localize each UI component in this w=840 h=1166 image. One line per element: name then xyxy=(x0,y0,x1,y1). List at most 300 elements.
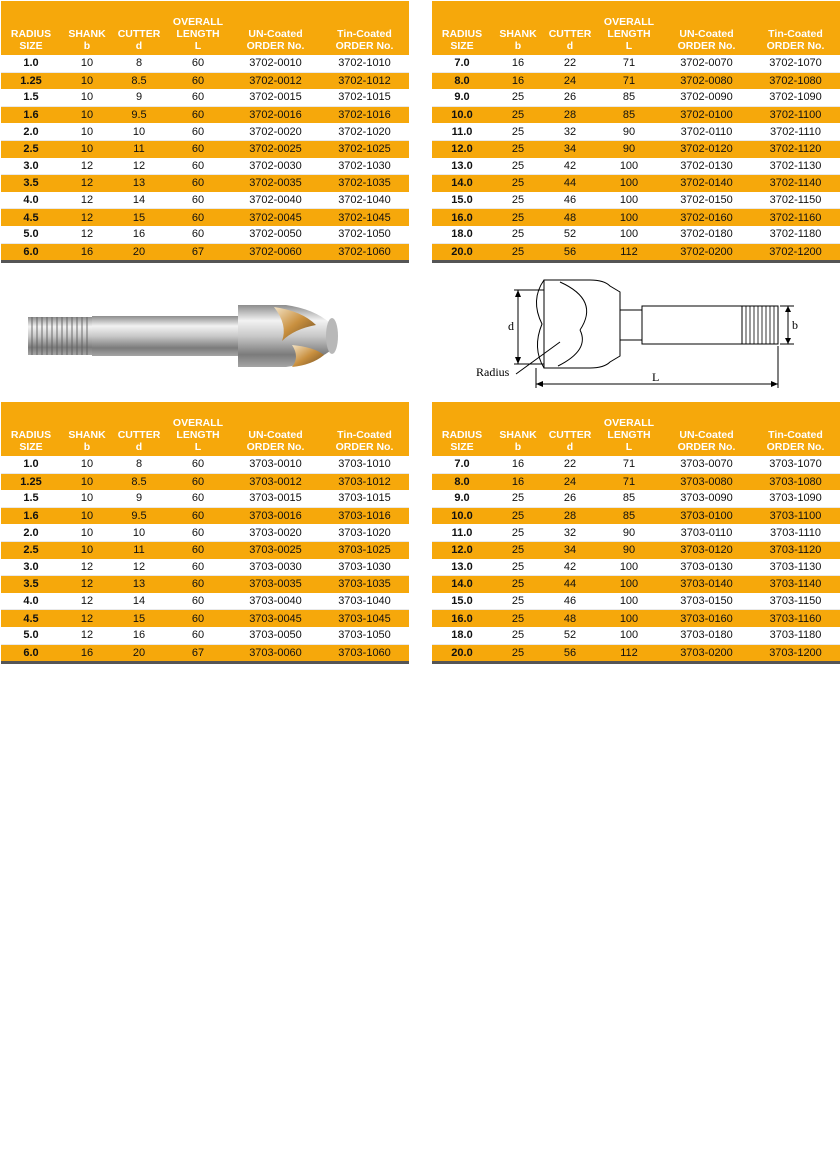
cell-tincoated-order-no: 3703-1010 xyxy=(320,456,409,473)
cell-overall-length: 60 xyxy=(165,226,231,243)
cell-cutter: 48 xyxy=(544,209,596,226)
table-body xyxy=(1,55,409,262)
cell-overall-length: 100 xyxy=(596,226,662,243)
table-header-row xyxy=(1,2,409,56)
cell-tincoated-order-no: 3702-1035 xyxy=(320,175,409,192)
cell-shank: 25 xyxy=(492,610,544,627)
cell-tincoated-order-no: 3702-1010 xyxy=(320,55,409,72)
cell-cutter: 14 xyxy=(113,192,165,209)
table-row xyxy=(1,644,409,663)
cell-radius-size: 2.5 xyxy=(1,541,61,558)
table-row xyxy=(1,610,409,627)
cell-cutter: 9 xyxy=(113,490,165,507)
cell-cutter: 15 xyxy=(113,209,165,226)
cell-radius-size: 1.5 xyxy=(1,89,61,106)
header-uncoated-order-no: UN-Coated ORDER No. xyxy=(231,403,320,457)
cell-tincoated-order-no: 3703-1040 xyxy=(320,593,409,610)
cutter-flute-line xyxy=(560,282,587,330)
cell-tincoated-order-no: 3703-1140 xyxy=(751,576,840,593)
cell-radius-size: 7.0 xyxy=(432,55,492,72)
threaded-shank xyxy=(28,317,94,355)
cell-shank: 25 xyxy=(492,106,544,123)
cell-cutter: 12 xyxy=(113,559,165,576)
header-cutter: CUTTER d xyxy=(544,2,596,56)
cell-shank: 12 xyxy=(61,192,113,209)
cell-uncoated-order-no: 3702-0140 xyxy=(662,175,751,192)
cell-tincoated-order-no: 3703-1035 xyxy=(320,576,409,593)
cell-tincoated-order-no: 3702-1130 xyxy=(751,158,840,175)
cell-shank: 10 xyxy=(61,490,113,507)
cell-uncoated-order-no: 3703-0060 xyxy=(231,644,320,663)
header-shank: SHANK b xyxy=(61,403,113,457)
header-overall-length: OVERALL LENGTH L xyxy=(596,403,662,457)
table-row xyxy=(432,192,840,209)
cell-uncoated-order-no: 3703-0012 xyxy=(231,473,320,490)
header-tincoated-order-no: Tin-Coated ORDER No. xyxy=(320,2,409,56)
cell-shank: 12 xyxy=(61,226,113,243)
header-tincoated-order-no: Tin-Coated ORDER No. xyxy=(751,2,840,56)
cell-cutter: 46 xyxy=(544,593,596,610)
cell-tincoated-order-no: 3703-1020 xyxy=(320,524,409,541)
cell-uncoated-order-no: 3702-0120 xyxy=(662,140,751,157)
cell-uncoated-order-no: 3702-0025 xyxy=(231,140,320,157)
cell-overall-length: 60 xyxy=(165,507,231,524)
cell-radius-size: 9.0 xyxy=(432,89,492,106)
table-row xyxy=(432,576,840,593)
cell-cutter: 9.5 xyxy=(113,106,165,123)
label-b: b xyxy=(792,318,798,332)
cell-cutter: 20 xyxy=(113,644,165,663)
cell-tincoated-order-no: 3702-1100 xyxy=(751,106,840,123)
cell-uncoated-order-no: 3703-0150 xyxy=(662,593,751,610)
cell-uncoated-order-no: 3703-0010 xyxy=(231,456,320,473)
cell-overall-length: 60 xyxy=(165,627,231,644)
cell-radius-size: 4.5 xyxy=(1,209,61,226)
cell-overall-length: 60 xyxy=(165,593,231,610)
table-header-row xyxy=(432,2,840,56)
cell-overall-length: 90 xyxy=(596,140,662,157)
cutter-face xyxy=(326,318,338,354)
cell-shank: 25 xyxy=(492,243,544,262)
cell-overall-length: 60 xyxy=(165,524,231,541)
cell-tincoated-order-no: 3703-1180 xyxy=(751,627,840,644)
cell-radius-size: 15.0 xyxy=(432,593,492,610)
cell-tincoated-order-no: 3702-1012 xyxy=(320,72,409,89)
table-row xyxy=(432,524,840,541)
cell-cutter: 44 xyxy=(544,175,596,192)
header-radius-size: RADIUS SIZE xyxy=(432,403,492,457)
cell-overall-length: 71 xyxy=(596,456,662,473)
header-cutter: CUTTER d xyxy=(113,403,165,457)
cell-uncoated-order-no: 3703-0020 xyxy=(231,524,320,541)
cell-radius-size: 1.6 xyxy=(1,106,61,123)
table-row xyxy=(432,490,840,507)
header-overall-length: OVERALL LENGTH L xyxy=(165,2,231,56)
cell-uncoated-order-no: 3702-0035 xyxy=(231,175,320,192)
shank-body xyxy=(642,306,742,344)
cell-shank: 25 xyxy=(492,209,544,226)
cell-radius-size: 5.0 xyxy=(1,627,61,644)
cell-overall-length: 85 xyxy=(596,490,662,507)
cell-cutter: 16 xyxy=(113,627,165,644)
cell-radius-size: 12.0 xyxy=(432,541,492,558)
cell-cutter: 22 xyxy=(544,456,596,473)
cell-tincoated-order-no: 3702-1140 xyxy=(751,175,840,192)
cell-tincoated-order-no: 3703-1110 xyxy=(751,524,840,541)
cell-overall-length: 60 xyxy=(165,158,231,175)
cell-radius-size: 4.0 xyxy=(1,192,61,209)
cell-radius-size: 8.0 xyxy=(432,72,492,89)
cell-uncoated-order-no: 3703-0090 xyxy=(662,490,751,507)
cell-shank: 12 xyxy=(61,610,113,627)
cell-tincoated-order-no: 3703-1012 xyxy=(320,473,409,490)
cell-tincoated-order-no: 3703-1070 xyxy=(751,456,840,473)
cell-cutter: 24 xyxy=(544,72,596,89)
cell-overall-length: 71 xyxy=(596,72,662,89)
cell-overall-length: 112 xyxy=(596,644,662,663)
product-photo-corner-rounding-cutter xyxy=(24,295,354,375)
cell-tincoated-order-no: 3702-1020 xyxy=(320,123,409,140)
cell-uncoated-order-no: 3702-0090 xyxy=(662,89,751,106)
cell-cutter: 16 xyxy=(113,226,165,243)
table-row xyxy=(1,175,409,192)
table-row xyxy=(1,226,409,243)
label-radius: Radius xyxy=(476,365,510,379)
cell-cutter: 9 xyxy=(113,89,165,106)
cell-cutter: 32 xyxy=(544,524,596,541)
cell-radius-size: 13.0 xyxy=(432,559,492,576)
header-cutter: CUTTER d xyxy=(113,2,165,56)
order-table-3 xyxy=(1,402,409,664)
cell-radius-size: 3.5 xyxy=(1,576,61,593)
cell-uncoated-order-no: 3703-0045 xyxy=(231,610,320,627)
cell-radius-size: 16.0 xyxy=(432,610,492,627)
table-row xyxy=(1,524,409,541)
cell-tincoated-order-no: 3702-1150 xyxy=(751,192,840,209)
cell-overall-length: 100 xyxy=(596,175,662,192)
table-row xyxy=(1,490,409,507)
cell-radius-size: 15.0 xyxy=(432,192,492,209)
cell-uncoated-order-no: 3702-0160 xyxy=(662,209,751,226)
cell-shank: 16 xyxy=(492,72,544,89)
cell-cutter: 20 xyxy=(113,243,165,262)
cell-tincoated-order-no: 3702-1160 xyxy=(751,209,840,226)
cell-uncoated-order-no: 3703-0025 xyxy=(231,541,320,558)
table-row xyxy=(432,627,840,644)
table-row xyxy=(432,72,840,89)
cell-cutter: 46 xyxy=(544,192,596,209)
cell-tincoated-order-no: 3702-1045 xyxy=(320,209,409,226)
cell-uncoated-order-no: 3703-0160 xyxy=(662,610,751,627)
cell-shank: 25 xyxy=(492,524,544,541)
cell-shank: 16 xyxy=(492,55,544,72)
cell-tincoated-order-no: 3702-1060 xyxy=(320,243,409,262)
cell-uncoated-order-no: 3703-0180 xyxy=(662,627,751,644)
cutter-head-outline xyxy=(544,280,620,368)
cell-cutter: 13 xyxy=(113,175,165,192)
cell-cutter: 56 xyxy=(544,243,596,262)
cell-overall-length: 90 xyxy=(596,123,662,140)
table-row xyxy=(432,243,840,262)
cell-overall-length: 67 xyxy=(165,644,231,663)
table-body xyxy=(432,456,840,663)
order-table-2 xyxy=(432,1,840,263)
cell-shank: 25 xyxy=(492,140,544,157)
order-table-1 xyxy=(1,1,409,263)
cell-radius-size: 4.0 xyxy=(1,593,61,610)
cell-radius-size: 14.0 xyxy=(432,576,492,593)
cell-overall-length: 71 xyxy=(596,55,662,72)
cell-shank: 25 xyxy=(492,627,544,644)
cell-radius-size: 16.0 xyxy=(432,209,492,226)
cell-overall-length: 60 xyxy=(165,106,231,123)
cell-overall-length: 60 xyxy=(165,559,231,576)
cell-tincoated-order-no: 3703-1130 xyxy=(751,559,840,576)
cell-shank: 10 xyxy=(61,106,113,123)
header-radius-size: RADIUS SIZE xyxy=(432,2,492,56)
cell-shank: 12 xyxy=(61,576,113,593)
cell-shank: 10 xyxy=(61,507,113,524)
table-row xyxy=(432,456,840,473)
cell-tincoated-order-no: 3703-1160 xyxy=(751,610,840,627)
cell-overall-length: 100 xyxy=(596,627,662,644)
table-body xyxy=(432,55,840,262)
cell-uncoated-order-no: 3703-0110 xyxy=(662,524,751,541)
cell-cutter: 52 xyxy=(544,627,596,644)
cell-shank: 10 xyxy=(61,473,113,490)
cell-overall-length: 100 xyxy=(596,209,662,226)
header-radius-size: RADIUS SIZE xyxy=(1,403,61,457)
cell-cutter: 32 xyxy=(544,123,596,140)
cell-overall-length: 100 xyxy=(596,593,662,610)
cell-overall-length: 100 xyxy=(596,158,662,175)
cell-uncoated-order-no: 3702-0015 xyxy=(231,89,320,106)
table-row xyxy=(1,593,409,610)
cell-radius-size: 5.0 xyxy=(1,226,61,243)
cell-cutter: 9.5 xyxy=(113,507,165,524)
cell-radius-size: 8.0 xyxy=(432,473,492,490)
cell-uncoated-order-no: 3702-0180 xyxy=(662,226,751,243)
cell-radius-size: 14.0 xyxy=(432,175,492,192)
cell-shank: 16 xyxy=(61,243,113,262)
cell-cutter: 10 xyxy=(113,524,165,541)
cell-radius-size: 9.0 xyxy=(432,490,492,507)
cell-overall-length: 60 xyxy=(165,175,231,192)
cell-uncoated-order-no: 3703-0130 xyxy=(662,559,751,576)
cell-uncoated-order-no: 3703-0040 xyxy=(231,593,320,610)
table-row xyxy=(432,226,840,243)
cell-radius-size: 1.25 xyxy=(1,72,61,89)
cell-radius-size: 10.0 xyxy=(432,507,492,524)
table-row xyxy=(1,140,409,157)
cell-tincoated-order-no: 3702-1180 xyxy=(751,226,840,243)
table-row xyxy=(432,593,840,610)
cell-uncoated-order-no: 3703-0015 xyxy=(231,490,320,507)
cell-overall-length: 60 xyxy=(165,541,231,558)
cell-cutter: 48 xyxy=(544,610,596,627)
table-row xyxy=(1,89,409,106)
cell-shank: 12 xyxy=(61,593,113,610)
cell-shank: 16 xyxy=(492,473,544,490)
cell-overall-length: 60 xyxy=(165,490,231,507)
table-row xyxy=(432,559,840,576)
table-header-row xyxy=(432,403,840,457)
cell-tincoated-order-no: 3702-1016 xyxy=(320,106,409,123)
cell-cutter: 12 xyxy=(113,158,165,175)
table-row xyxy=(1,55,409,72)
label-d: d xyxy=(508,319,514,333)
table-row xyxy=(432,507,840,524)
cell-overall-length: 60 xyxy=(165,576,231,593)
cell-radius-size: 10.0 xyxy=(432,106,492,123)
cell-shank: 16 xyxy=(61,644,113,663)
cell-cutter: 8.5 xyxy=(113,72,165,89)
cell-uncoated-order-no: 3703-0200 xyxy=(662,644,751,663)
cell-uncoated-order-no: 3703-0120 xyxy=(662,541,751,558)
technical-drawing-lines xyxy=(470,270,820,395)
cell-shank: 25 xyxy=(492,559,544,576)
table-row xyxy=(1,72,409,89)
cell-overall-length: 67 xyxy=(165,243,231,262)
cell-shank: 16 xyxy=(492,456,544,473)
cell-shank: 25 xyxy=(492,123,544,140)
cutter-flute-line-2 xyxy=(558,330,582,366)
cell-shank: 12 xyxy=(61,175,113,192)
cell-radius-size: 20.0 xyxy=(432,243,492,262)
cell-tincoated-order-no: 3703-1120 xyxy=(751,541,840,558)
cell-overall-length: 60 xyxy=(165,209,231,226)
cell-radius-size: 18.0 xyxy=(432,226,492,243)
header-overall-length: OVERALL LENGTH L xyxy=(596,2,662,56)
cell-shank: 12 xyxy=(61,559,113,576)
cell-uncoated-order-no: 3703-0016 xyxy=(231,507,320,524)
cell-radius-size: 1.0 xyxy=(1,55,61,72)
cell-overall-length: 60 xyxy=(165,610,231,627)
cell-tincoated-order-no: 3703-1030 xyxy=(320,559,409,576)
cell-cutter: 56 xyxy=(544,644,596,663)
table-row xyxy=(1,123,409,140)
cell-shank: 12 xyxy=(61,627,113,644)
table-row xyxy=(1,576,409,593)
cell-overall-length: 112 xyxy=(596,243,662,262)
cell-uncoated-order-no: 3702-0020 xyxy=(231,123,320,140)
cell-uncoated-order-no: 3703-0050 xyxy=(231,627,320,644)
cell-radius-size: 1.25 xyxy=(1,473,61,490)
cell-tincoated-order-no: 3703-1015 xyxy=(320,490,409,507)
table-row xyxy=(432,644,840,663)
cell-cutter: 14 xyxy=(113,593,165,610)
cell-overall-length: 60 xyxy=(165,55,231,72)
header-shank: SHANK b xyxy=(61,2,113,56)
cell-tincoated-order-no: 3703-1060 xyxy=(320,644,409,663)
cell-uncoated-order-no: 3703-0030 xyxy=(231,559,320,576)
cell-shank: 25 xyxy=(492,541,544,558)
cell-overall-length: 100 xyxy=(596,576,662,593)
cell-radius-size: 11.0 xyxy=(432,524,492,541)
cell-uncoated-order-no: 3702-0100 xyxy=(662,106,751,123)
cell-tincoated-order-no: 3702-1030 xyxy=(320,158,409,175)
table-row xyxy=(432,140,840,157)
header-shank: SHANK b xyxy=(492,2,544,56)
cell-overall-length: 100 xyxy=(596,192,662,209)
cell-radius-size: 3.0 xyxy=(1,158,61,175)
cell-tincoated-order-no: 3703-1150 xyxy=(751,593,840,610)
cell-uncoated-order-no: 3702-0016 xyxy=(231,106,320,123)
cell-shank: 25 xyxy=(492,644,544,663)
cell-shank: 25 xyxy=(492,89,544,106)
cell-uncoated-order-no: 3702-0080 xyxy=(662,72,751,89)
cell-cutter: 44 xyxy=(544,576,596,593)
cell-shank: 10 xyxy=(61,140,113,157)
cell-overall-length: 60 xyxy=(165,89,231,106)
plain-shank xyxy=(92,316,242,356)
table-row xyxy=(432,473,840,490)
cell-tincoated-order-no: 3702-1080 xyxy=(751,72,840,89)
table-row xyxy=(1,106,409,123)
cell-overall-length: 60 xyxy=(165,192,231,209)
cell-cutter: 11 xyxy=(113,140,165,157)
cell-uncoated-order-no: 3703-0080 xyxy=(662,473,751,490)
cell-uncoated-order-no: 3702-0012 xyxy=(231,72,320,89)
cell-cutter: 34 xyxy=(544,541,596,558)
cell-shank: 10 xyxy=(61,89,113,106)
cell-tincoated-order-no: 3703-1025 xyxy=(320,541,409,558)
cell-uncoated-order-no: 3702-0110 xyxy=(662,123,751,140)
table-row xyxy=(432,89,840,106)
cell-tincoated-order-no: 3703-1016 xyxy=(320,507,409,524)
header-uncoated-order-no: UN-Coated ORDER No. xyxy=(662,403,751,457)
cell-radius-size: 1.6 xyxy=(1,507,61,524)
cell-cutter: 11 xyxy=(113,541,165,558)
table-row xyxy=(432,158,840,175)
order-table-4 xyxy=(432,402,840,664)
cell-cutter: 42 xyxy=(544,559,596,576)
cell-overall-length: 85 xyxy=(596,89,662,106)
cell-radius-size: 1.0 xyxy=(1,456,61,473)
cell-tincoated-order-no: 3703-1090 xyxy=(751,490,840,507)
cell-cutter: 28 xyxy=(544,106,596,123)
cell-radius-size: 7.0 xyxy=(432,456,492,473)
cell-cutter: 28 xyxy=(544,507,596,524)
cell-radius-size: 20.0 xyxy=(432,644,492,663)
cell-cutter: 26 xyxy=(544,490,596,507)
cell-overall-length: 90 xyxy=(596,541,662,558)
cell-uncoated-order-no: 3703-0100 xyxy=(662,507,751,524)
cell-cutter: 8 xyxy=(113,55,165,72)
header-radius-size: RADIUS SIZE xyxy=(1,2,61,56)
cell-uncoated-order-no: 3702-0050 xyxy=(231,226,320,243)
cell-cutter: 10 xyxy=(113,123,165,140)
table-row xyxy=(432,55,840,72)
label-L: L xyxy=(652,370,660,384)
header-cutter: CUTTER d xyxy=(544,403,596,457)
header-uncoated-order-no: UN-Coated ORDER No. xyxy=(662,2,751,56)
cell-cutter: 26 xyxy=(544,89,596,106)
cell-overall-length: 60 xyxy=(165,140,231,157)
table-row xyxy=(1,243,409,262)
cell-uncoated-order-no: 3702-0045 xyxy=(231,209,320,226)
table-row xyxy=(1,209,409,226)
table-row xyxy=(1,456,409,473)
cell-radius-size: 11.0 xyxy=(432,123,492,140)
table-row xyxy=(1,507,409,524)
cell-cutter: 15 xyxy=(113,610,165,627)
cell-cutter: 34 xyxy=(544,140,596,157)
threaded-end xyxy=(742,306,778,344)
cell-tincoated-order-no: 3702-1025 xyxy=(320,140,409,157)
table-row xyxy=(1,192,409,209)
table-row xyxy=(432,209,840,226)
